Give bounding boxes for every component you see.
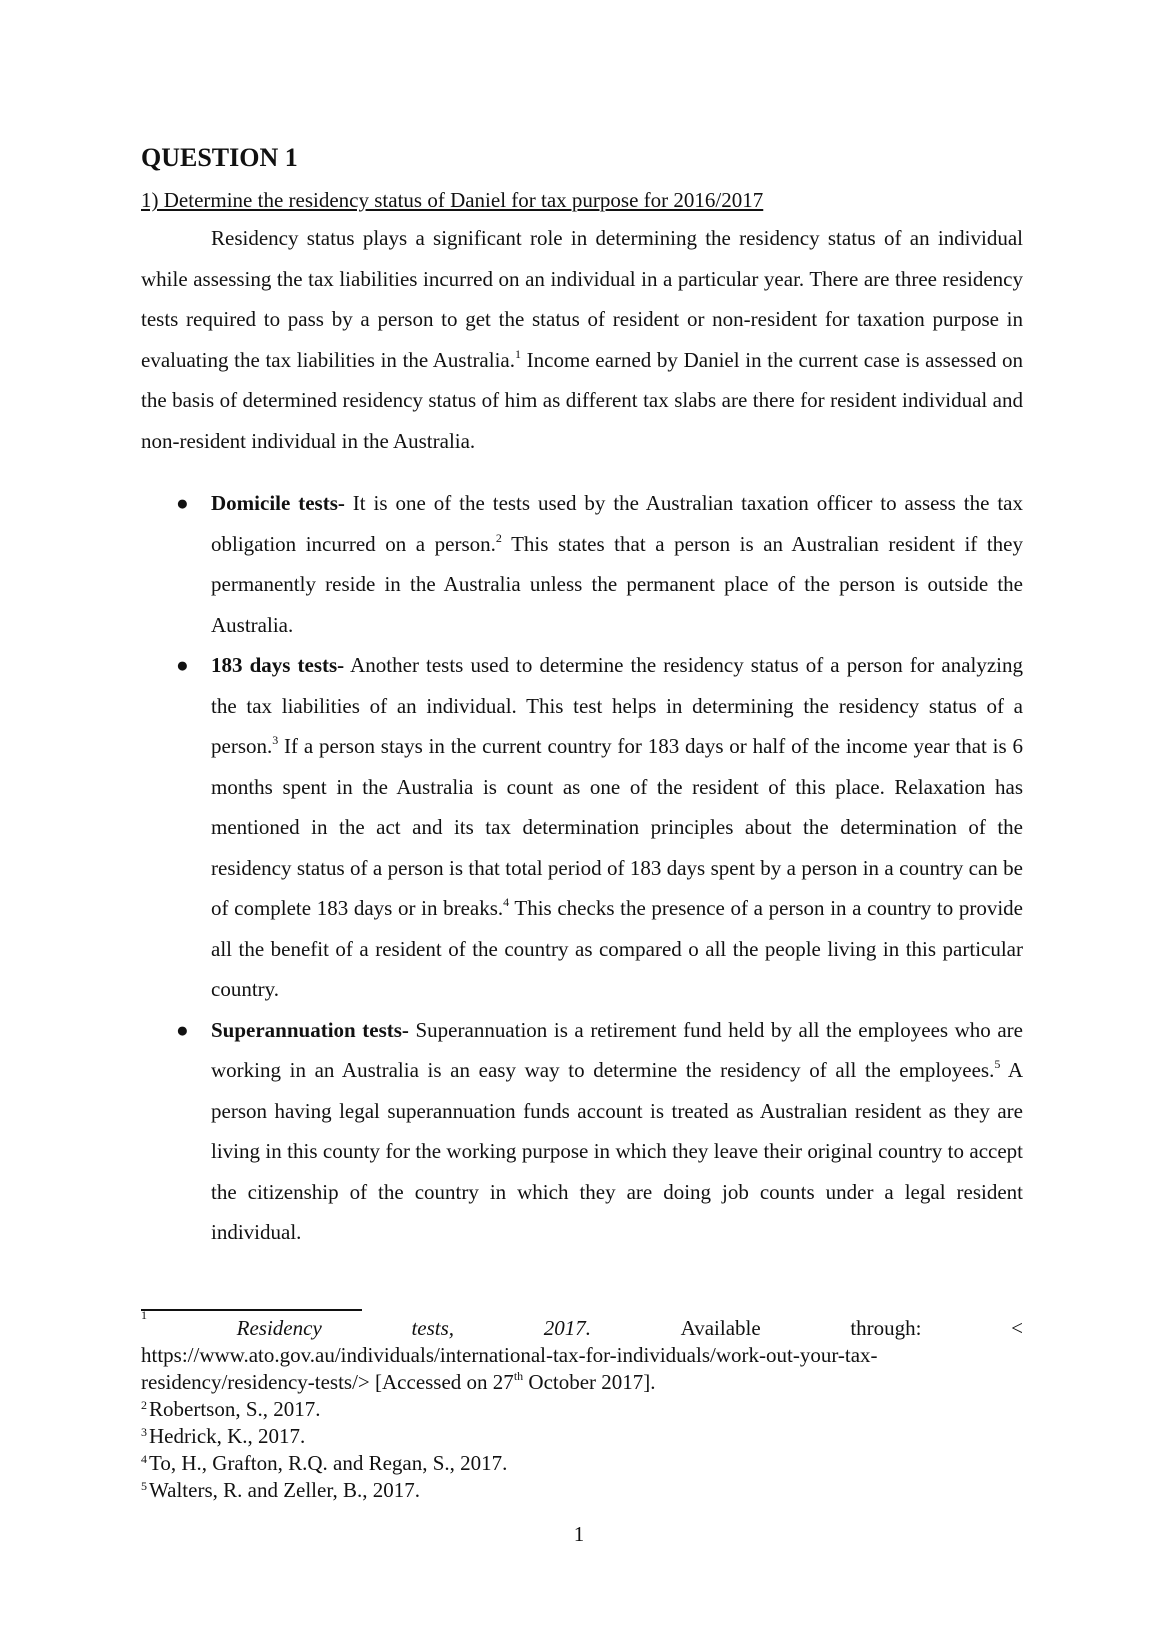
bullet-icon: ● (176, 491, 189, 515)
footnote-mark: 4 (141, 1452, 147, 1466)
footnote-1-url[interactable]: https://www.ato.gov.au/individuals/international-tax-for-individuals/work-out-your-tax- (141, 1343, 878, 1367)
footnote-mark: 3 (141, 1425, 147, 1439)
bullet-title: Domicile tests- (211, 491, 345, 515)
bullet-text: Another tests used to determine the residency status of a person for analyzing the tax liabilities of an individual. This test helps in determining the residency status of a person. (211, 653, 1023, 758)
footnote-word: < (1011, 1316, 1023, 1340)
bullet-text: This states that a person is an Australian resident if they permanently reside in the Australia unless the permanent place of the person is outside the Australia. (211, 531, 1024, 637)
bullet-title: 183 days tests- (211, 653, 345, 677)
bullet-text: It is one of the tests used by the Australian taxation officer to assess the tax obligation incurred on a person. (211, 491, 1023, 556)
footnote-word: through: (850, 1316, 922, 1340)
footnote-ref[interactable]: 5 (994, 1057, 1001, 1071)
footnote-ref[interactable]: 4 (503, 895, 510, 909)
footnote-mark: 1 (141, 1308, 147, 1322)
footnote-word: Residency (236, 1316, 322, 1340)
footnote-1-line-3 (141, 1369, 1023, 1396)
footnote-1-line-1 (141, 1308, 1023, 1342)
footnote-text: October 2017]. (523, 1370, 656, 1394)
list-item-superannuation (141, 1010, 1023, 1253)
intro-text-1: Residency status plays a significant role in determining the residency status of an individual while assessing the tax liabilities incurred on an individual in a particular year. There are three residency tests required to pass by a person to get the status of resident or non-resident for taxation purpose in evaluating the tax liabilities in the Australia. (141, 226, 1023, 372)
bullet-title: Superannuation tests- (211, 1017, 409, 1042)
footnote-text: Hedrick, K., 2017. (149, 1424, 306, 1448)
footnote-3 (141, 1423, 1023, 1450)
footnote-mark: 2 (141, 1398, 147, 1412)
document-body (141, 132, 1023, 1253)
footnotes (141, 1308, 1023, 1504)
footnote-text: Walters, R. and Zeller, B., 2017. (149, 1478, 420, 1502)
footnote-word: tests, (411, 1316, 455, 1340)
bullet-icon: ● (176, 653, 189, 677)
bullet-text: A person having legal superannuation funds account is treated as Australian resident as they are living in this county for the working purpose in which they leave their original country to accept the citizenship of the country in which they are doing job counts under a legal resident individual. (211, 1058, 1023, 1244)
footnote-text: To, H., Grafton, R.Q. and Regan, S., 2017. (149, 1451, 508, 1475)
residency-tests-list (141, 483, 1023, 1253)
footnote-word: Available (680, 1316, 761, 1340)
footnote-5 (141, 1477, 1023, 1504)
list-item-183-days (141, 645, 1023, 1010)
footnote-mark: 5 (141, 1479, 147, 1493)
bullet-text: This checks the presence of a person in a country to provide all the benefit of a resident of the country as compared o all the people living in this particular country. (211, 896, 1024, 1001)
intro-paragraph (141, 218, 1023, 461)
bullet-icon: ● (176, 1017, 189, 1042)
page-number: 1 (573, 1522, 585, 1546)
bullet-text: Superannuation is a retirement fund held by all the employees who are working in an Australia is an easy way to determine the residency of all the employees. (211, 1017, 1023, 1082)
footnote-ref[interactable]: 2 (495, 530, 502, 545)
footnote-text: Robertson, S., 2017. (149, 1397, 321, 1421)
bullet-text: If a person stays in the current country for 183 days or half of the income year that is 6 months spent in the Australia is count as one of the resident of this place. Relaxation has mentioned in the act and its tax determination principles about the determination of the residency status of a person is that total period of 183 days spent by a person in a country can be of complete 183 days or in breaks. (211, 734, 1023, 920)
footnote-divider (141, 1309, 362, 1311)
list-item-domicile (141, 483, 1023, 645)
question-subheading: 1) Determine the residency status of Daniel for tax purpose for 2016/2017 (141, 188, 764, 212)
ordinal-suffix: th (513, 1369, 524, 1383)
footnote-text: residency/residency-tests/> [Accessed on 27 (141, 1370, 514, 1394)
footnote-2 (141, 1396, 1023, 1423)
footnote-ref[interactable]: 1 (515, 346, 521, 361)
footnote-word: 2017. (543, 1316, 591, 1340)
page-title: QUESTION 1 (141, 143, 298, 172)
intro-text-2: Income earned by Daniel in the current case is assessed on the basis of determined residency status of him as different tax slabs are there for resident individual and non-resident individual in the Australia. (141, 347, 1023, 453)
footnote-4 (141, 1450, 1023, 1477)
footnote-ref[interactable]: 3 (272, 733, 279, 747)
